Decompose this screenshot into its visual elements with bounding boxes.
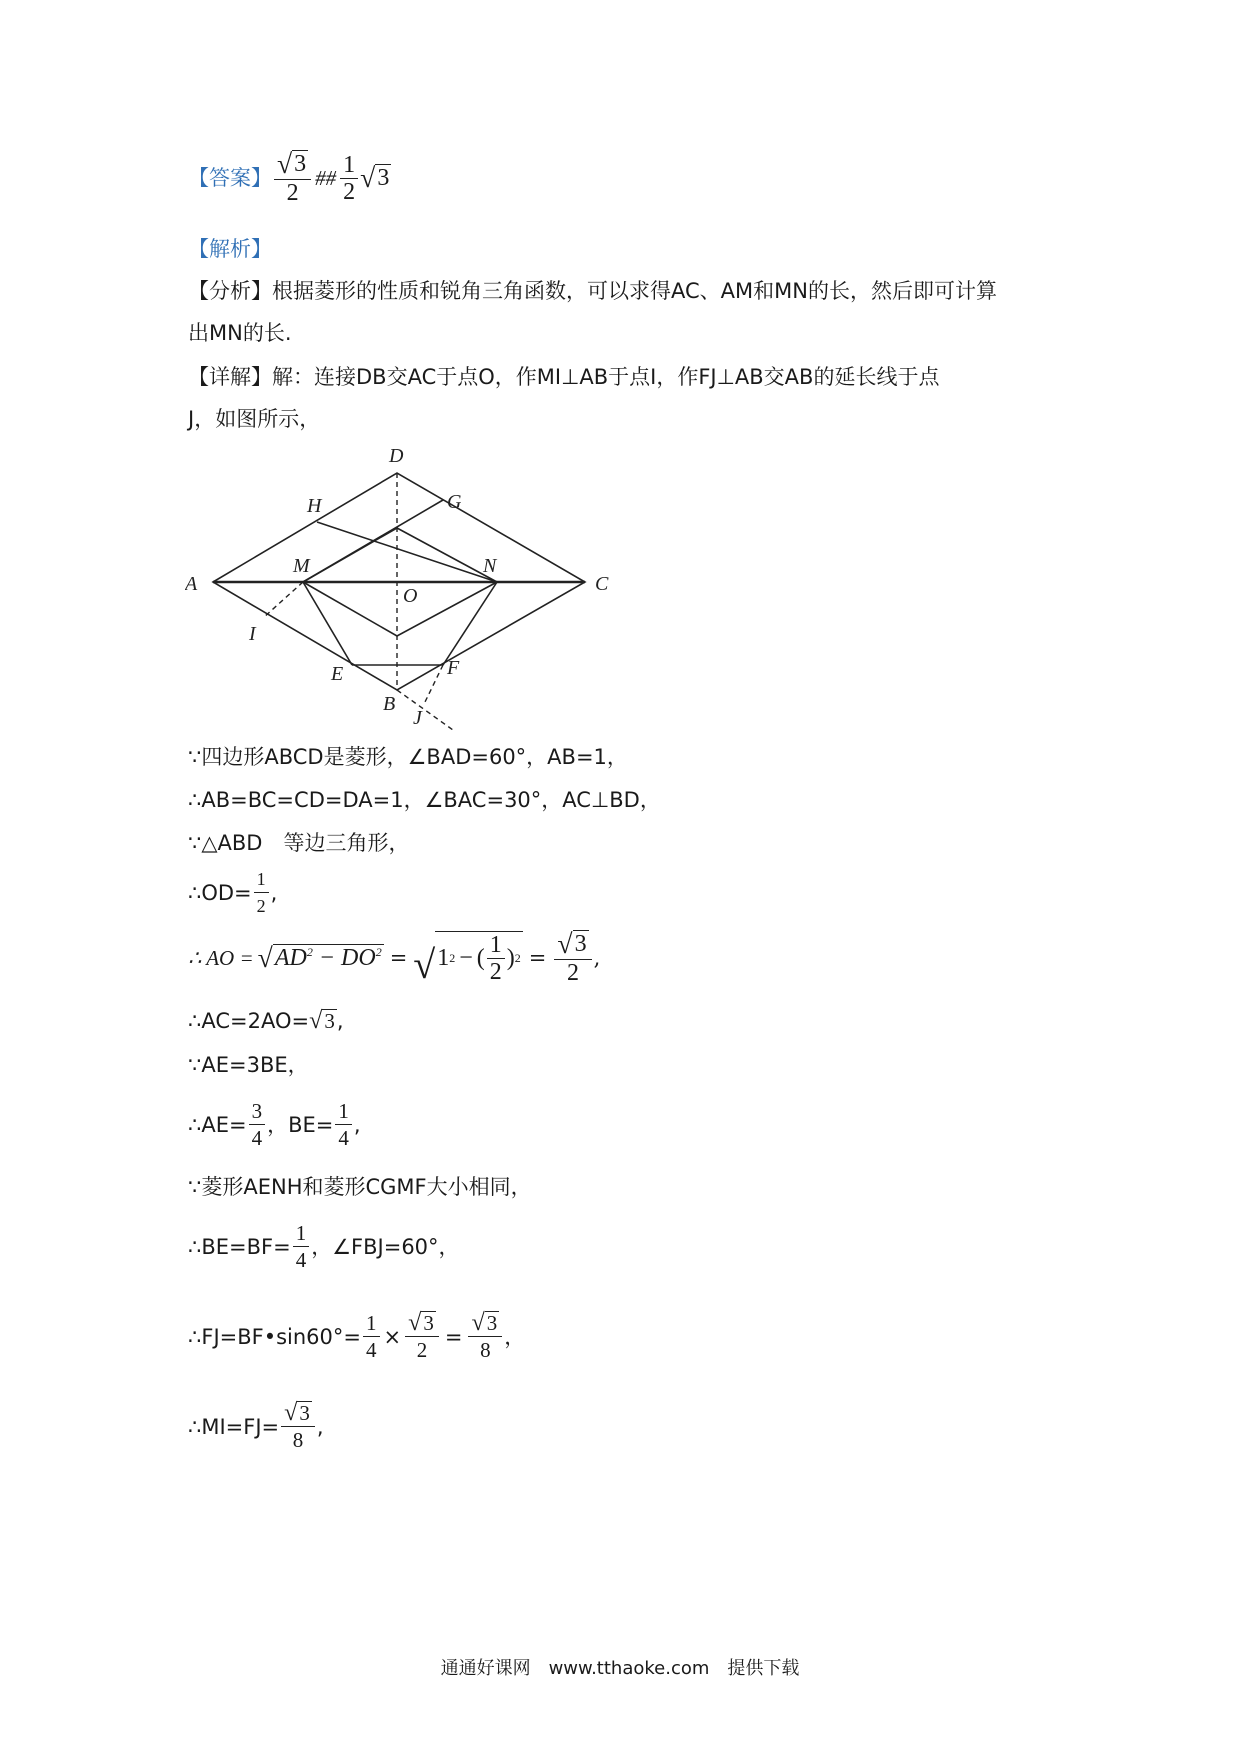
label-d: D xyxy=(389,445,404,467)
step-8: ∴AE= $\frac{3}{4}$ ，BE= $\frac{1}{4}$ , xyxy=(188,1099,361,1150)
step-6: ∴AC=2AO= √ 3 , xyxy=(188,1006,344,1034)
step-5: ∴ AO = √ $AD^2 - DO^2$ = √ 1 2 − ( $\frac{1}{2}$ ) 2 = √ 3 2 , xyxy=(188,928,601,987)
label-o: O xyxy=(403,585,418,607)
step-12: ∴MI=FJ= √ 3 8 , xyxy=(188,1399,324,1452)
label-i: I xyxy=(249,623,256,645)
line-nf xyxy=(443,582,497,665)
line-inner-top2 xyxy=(397,528,497,582)
answer-sqrt3: √ 3 xyxy=(360,162,390,194)
step-2: ∴AB=BC=CD=DA=1，∠BAC=30°，AC⊥BD， xyxy=(188,788,661,812)
answer-half: $\frac{1}{2}$ xyxy=(340,152,358,205)
label-c: C xyxy=(595,573,609,595)
label-h: H xyxy=(307,495,322,517)
label-a: A xyxy=(185,573,198,595)
answer-separator: ## xyxy=(315,166,337,190)
analysis-heading xyxy=(188,234,272,264)
answer-fraction: √ 3 2 xyxy=(274,150,311,206)
detail-line-2: J，如图所示， xyxy=(188,407,321,431)
line-inner-bot xyxy=(303,582,397,636)
perp-fj xyxy=(425,665,443,702)
perp-mi xyxy=(263,582,303,618)
line-me xyxy=(303,582,352,665)
page-footer: 通通好课网 www.tthaoke.com 提供下载 xyxy=(440,1658,800,1679)
answer-line xyxy=(188,150,391,206)
analysis-tag: 【解析】 xyxy=(188,237,272,261)
label-n: N xyxy=(483,555,497,577)
step-7: ∵AE=3BE， xyxy=(188,1053,309,1077)
label-m: M xyxy=(293,555,310,577)
step-10: ∴BE=BF= $\frac{1}{4}$ ，∠FBJ=60°， xyxy=(188,1221,460,1272)
answer-tag: 【答案】 xyxy=(188,166,272,190)
step-11: ∴FJ=BF•sin60°= $\frac{1}{4}$ × √ 3 2 = √ 3 8 ， xyxy=(188,1309,526,1362)
label-b: B xyxy=(383,693,396,715)
line-inner-top xyxy=(303,528,397,582)
step-4: ∴OD= $\frac{1}{2}$ , xyxy=(188,866,277,919)
detail-line-1: 【详解】解：连接DB交AC于点O，作MI⊥AB于点I，作FJ⊥AB交AB的延长线于点 xyxy=(188,365,940,389)
label-j: J xyxy=(413,707,422,729)
step-9: ∵菱形AENH和菱形CGMF大小相同， xyxy=(188,1175,532,1199)
extension-ab xyxy=(397,690,453,730)
step-1: ∵四边形ABCD是菱形，∠BAD=60°，AB=1， xyxy=(188,745,628,769)
label-f: F xyxy=(447,657,460,679)
rhombus-figure xyxy=(185,440,625,730)
step-3: ∵△ABD 等边三角形， xyxy=(188,831,410,855)
line-hn xyxy=(317,522,497,582)
fenxi-line-1: 【分析】根据菱形的性质和锐角三角函数，可以求得AC、AM和MN的长，然后即可计算 xyxy=(188,279,997,303)
label-e: E xyxy=(331,663,344,685)
label-g: G xyxy=(447,491,462,513)
fenxi-line-2: 出MN的长. xyxy=(188,321,292,345)
